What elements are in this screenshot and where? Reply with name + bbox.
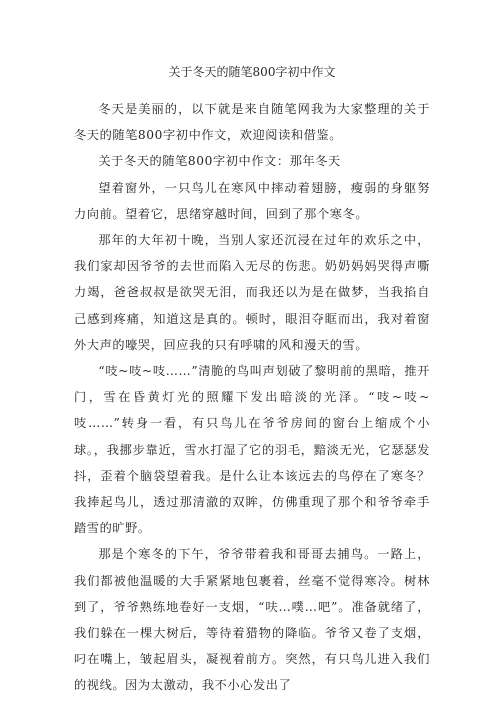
body-paragraph: 望着窗外，一只鸟儿在寒风中摔动着翅膀，瘦弱的身躯努力向前。望着它，思绪穿越时间，回到了那个寒冬。	[74, 180, 430, 221]
body-paragraph: 那年的大年初十晚，当别人家还沉浸在过年的欢乐之中，我们家却因爷爷的去世而陷入无尽的伤悲。奶奶妈妈哭得声嘶力竭，爸爸叔叔是欲哭无泪，而我还以为是在做梦，当我掐自己感到疼痛，知道这是真的。顿时，眼泪夺眶而出，我对着窗外大声的嚎哭，回应我的只有呼啸的风和漫天的雪。	[74, 233, 430, 352]
document-title: 关于冬天的随笔800字初中作文	[168, 65, 336, 79]
intro-paragraph: 冬天是美丽的，以下就是来自随笔网我为大家整理的关于冬天的随笔800字初中作文，欢迎阅读和借鉴。	[74, 102, 430, 143]
section-heading: 关于冬天的随笔800字初中作文：那年冬天	[98, 154, 341, 169]
body-paragraph: 那是个寒冬的下午，爷爷带着我和哥哥去捕鸟。一路上，我们都被他温暖的大手紧紧地包裹着，丝毫不觉得寒冷。树林到了，爷爷熟练地卷好一支烟，“呋…噗…吧”。准备就绪了，我们躲在一棵大树后，等待着猎物的降临。爷爷又卷了支烟，叼在嘴上，皱起眉头，凝视着前方。突然，有只鸟儿进入我们的视线。因为太激动，我不小心发出了	[74, 547, 430, 693]
body-paragraph: “吱~吱~吱……”清脆的鸟叫声划破了黎明前的黑暗，推开门，雪在昏黄灯光的照耀下发出暗淡的光泽。“吱~吱~吱……”转身一看，有只鸟儿在爷爷房间的窗台上缩成个小球。，我挪步靠近，雪水打湿了它的羽毛，黯淡无光，它瑟瑟发抖，歪着个脑袋望着我。是什么让本该远去的鸟停在了寒冬？我捧起鸟儿，透过那清澈的双眸，仿佛重现了那个和爷爷牵手踏雪的旷野。	[74, 364, 430, 536]
